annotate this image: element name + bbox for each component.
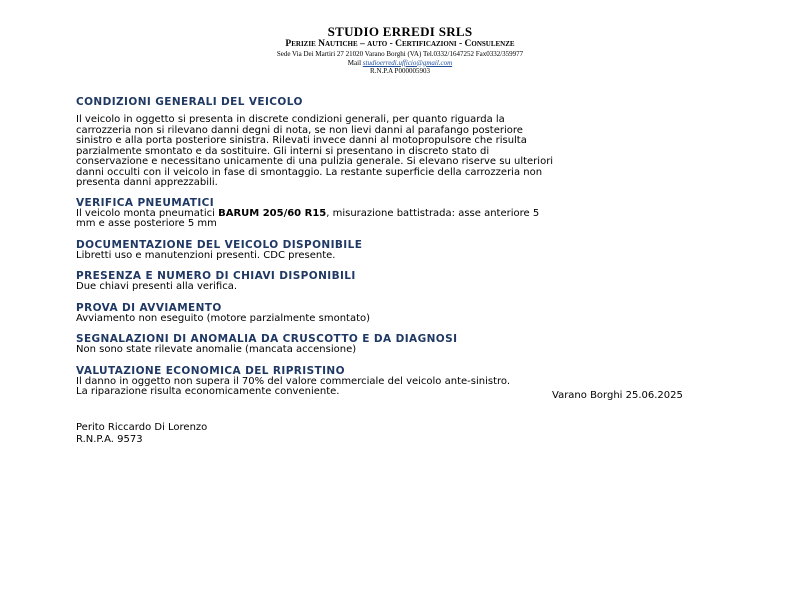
report-date: Varano Borghi 25.06.2025 — [552, 390, 683, 401]
section-heading: CONDIZIONI GENERALI DEL VEICOLO — [76, 96, 303, 108]
company-mail — [0, 59, 800, 68]
text-line: parzialmente smontato e da sostituire. Gli interni si presentano in discreto stato di — [76, 145, 490, 157]
section-anomalie — [76, 333, 726, 356]
section-condizioni — [76, 96, 726, 189]
company-services: Perizie Nautiche – auto - Certificazioni - Consulenze — [285, 39, 515, 49]
signer-rnpa: R.N.P.A. 9573 — [76, 434, 143, 445]
text-line: mm e asse posteriore 5 mm — [76, 218, 217, 229]
section-heading: VERIFICA PNEUMATICI — [76, 196, 215, 209]
section-heading: DOCUMENTAZIONE DEL VEICOLO DISPONIBILE — [76, 238, 363, 251]
section-avviamento — [76, 302, 726, 325]
text-line: Due chiavi presenti alla verifica. — [76, 281, 238, 292]
section-documentazione — [76, 239, 726, 262]
report-body — [76, 96, 726, 398]
signer-name: Perito Riccardo Di Lorenzo — [76, 422, 208, 433]
text-line: danni occulti con il veicolo in fase di smontaggio. La restante superficie della carrozzeria non — [76, 166, 543, 178]
section-heading: PROVA DI AVVIAMENTO — [76, 301, 222, 314]
company-address: Sede Via Dei Martiri 27 21020 Varano Borghi (VA) Tel.0332/1647252 Fax0332/359977 — [276, 50, 524, 58]
section-chiavi — [76, 270, 726, 293]
text-line: Il danno in oggetto non supera il 70% del valore commerciale del veicolo ante-sinistro. — [76, 375, 511, 387]
letterhead — [0, 24, 800, 76]
section-pneumatici — [76, 197, 726, 230]
tyre-text-prefix: Il veicolo monta pneumatici — [76, 207, 219, 219]
text-line: carrozzeria non si rilevano danni degni di nota, se non lievi danni al parafango posteriore — [76, 124, 523, 136]
text-line: Libretti uso e manutenzioni presenti. CDC presente. — [76, 249, 336, 261]
tyre-model: BARUM 205/60 R15 — [218, 207, 327, 219]
text-line: presenta danni apprezzabili. — [76, 177, 218, 188]
signature-block — [76, 422, 207, 446]
section-heading: PRESENZA E NUMERO DI CHIAVI DISPONIBILI — [76, 270, 356, 282]
tyre-text-suffix: , misurazione battistrada: asse anteriore 5 — [326, 207, 540, 219]
mail-label: Mail — [347, 58, 362, 67]
section-heading: SEGNALAZIONI DI ANOMALIA DA CRUSCOTTO E DA DIAGNOSI — [76, 333, 458, 345]
company-rnpa: R.N.P.A P000005903 — [370, 67, 430, 75]
text-line: La riparazione risulta economicamente conveniente. — [76, 386, 340, 397]
text-line: Non sono state rilevate anomalie (mancata accensione) — [76, 344, 357, 355]
text-line: Avviamento non eseguito (motore parzialmente smontato) — [76, 312, 371, 324]
email-link[interactable]: studioerredi.ufficio@gmail.com — [362, 58, 453, 67]
text-line: conservazione e necessitano unicamente di una pulizia generale. Si elevano riserve su ulteriori — [76, 156, 554, 167]
text-line: sinistro e alla porta posteriore sinistra. Rilevati invece danni al motopropulsore che risulta — [76, 135, 527, 146]
text-line: Il veicolo in oggetto si presenta in discrete condizioni generali, per quanto riguarda la — [76, 114, 505, 125]
section-heading: VALUTAZIONE ECONOMICA DEL RIPRISTINO — [76, 364, 345, 377]
company-name: STUDIO ERREDI SRLS — [327, 24, 473, 39]
section-text — [76, 115, 726, 189]
